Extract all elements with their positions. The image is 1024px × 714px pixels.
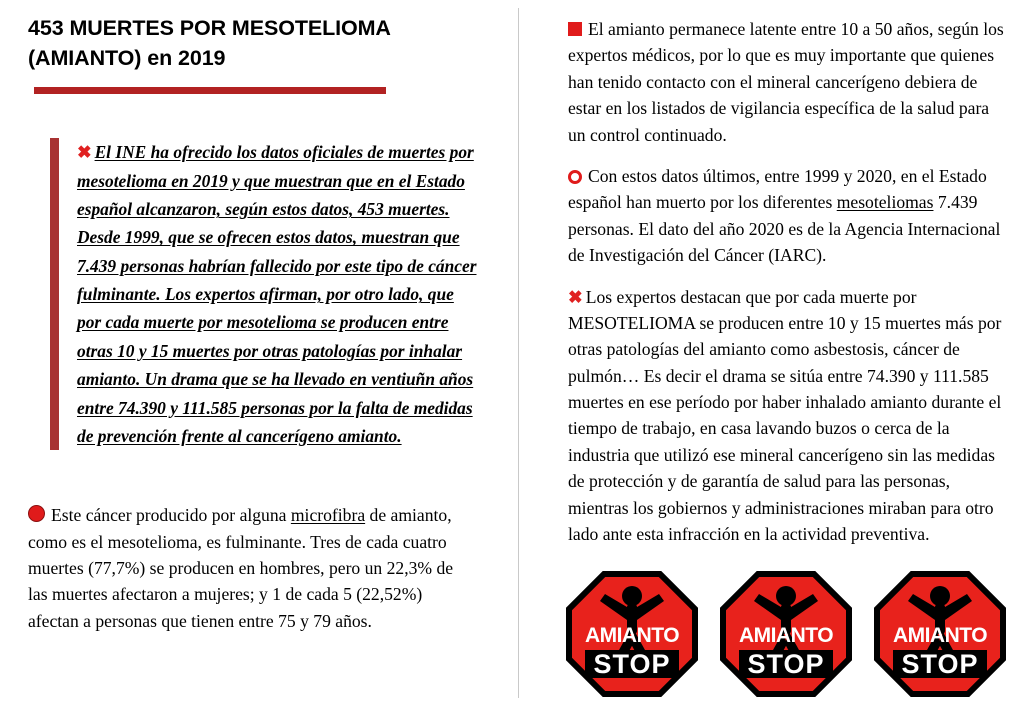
right-column [568,16,1006,562]
right-paragraph-2 [568,163,1006,269]
red-ring-bullet-icon [568,170,582,184]
right-paragraph-2-rest: 7.439 personas. El dato del año 2020 es de la Agencia Internacional de Investigación del Cáncer (IARC). [568,192,1001,266]
left-paragraph-lead: Este cáncer producido por alguna [51,505,291,526]
amianto-stop-logo [565,570,699,698]
page-title: 453 MUERTES POR MESOTELIOMA (AMIANTO) en 2019 [28,16,391,70]
logo-line2: STOP [747,649,825,679]
logo-line1: AMIANTO [584,624,680,647]
red-circle-bullet-icon [28,505,45,522]
logo-line2: STOP [593,649,671,679]
left-paragraph-underlined: microfibra [290,505,366,526]
pullquote-body: El INE ha ofrecido los datos oficiales de muertes por mesotelioma en 2019 y que muestran que en el Estado español alcanzaron, según estos datos, 453 muertes. Desde 1999, que se ofrecen estos datos, muestran que 7.439 personas habrían fallecido por este tipo de cáncer fulminante. Los expertos afirman, por otro lado, que por cada muerte por mesotelioma se producen entre otras 10 y 15 muertes por otras patologías por inhalar amianto. Un drama que se ha llevado en ventiuñn años entre 74.390 y 111.585 personas por la falta de medidas de prevención frente al cancerígeno amianto. [77,142,477,446]
left-paragraph [28,502,458,634]
left-paragraph-rest: de amianto, como es el mesotelioma, es fulminante. Tres de cada cuatro muertes (77,7%) se producen en hombres, pero un 22,3% de las muertes afectaron a mujeres; y 1 de cada 5 (22,52%) afectan a personas que tienen entre 75 y 79 años. [28,505,454,631]
logo-line1: AMIANTO [892,624,988,647]
column-divider [518,8,519,698]
left-column [28,14,490,634]
logo-line1: AMIANTO [738,624,834,647]
red-x-icon: ✖ [568,286,583,307]
right-paragraph-3-text: Los expertos destacan que por cada muerte por MESOTELIOMA se producen entre 10 y 15 muertes más por otras patologías del amianto como asbestosis, cáncer de pulmón… Es decir el drama se sitúa entre 74.390 y 111.585 muertes en ese período por haber inhalado amianto durante el tiempo de trabajo, en casa lavando buzos o cerca de la industria que utilizó ese mineral cancerígeno sin las medidas de protección y de garantía de salud para las personas, mientras los gobiernos y administraciones miraban para otro lado ante esta infracción en la actividad preventiva. [568,286,1002,545]
red-x-icon: ✖ [77,142,92,163]
amianto-stop-logo [873,570,1007,698]
logo-row [565,570,1007,698]
pullquote-text [50,138,482,450]
pullquote-accent-bar [50,138,59,450]
right-paragraph-2-lead: Con estos datos últimos, entre 1999 y 2020, en el Estado español han muerto por los diferentes [568,165,987,213]
right-paragraph-2-underlined: mesoteliomas [836,192,934,213]
right-paragraph-1 [568,16,1006,148]
logo-line2: STOP [901,649,979,679]
right-paragraph-1-text: El amianto permanece latente entre 10 a 50 años, según los expertos médicos, por lo que es muy importante que quienes han tenido contacto con el mineral cancerígeno debiera de estar en los listados de vigilancia específica de la salud para un control continuado. [568,19,1004,145]
right-paragraph-3 [568,284,1006,548]
amianto-stop-logo [719,570,853,698]
red-square-bullet-icon [568,22,582,36]
pullquote [50,138,482,450]
title-underline-rule [34,87,386,94]
